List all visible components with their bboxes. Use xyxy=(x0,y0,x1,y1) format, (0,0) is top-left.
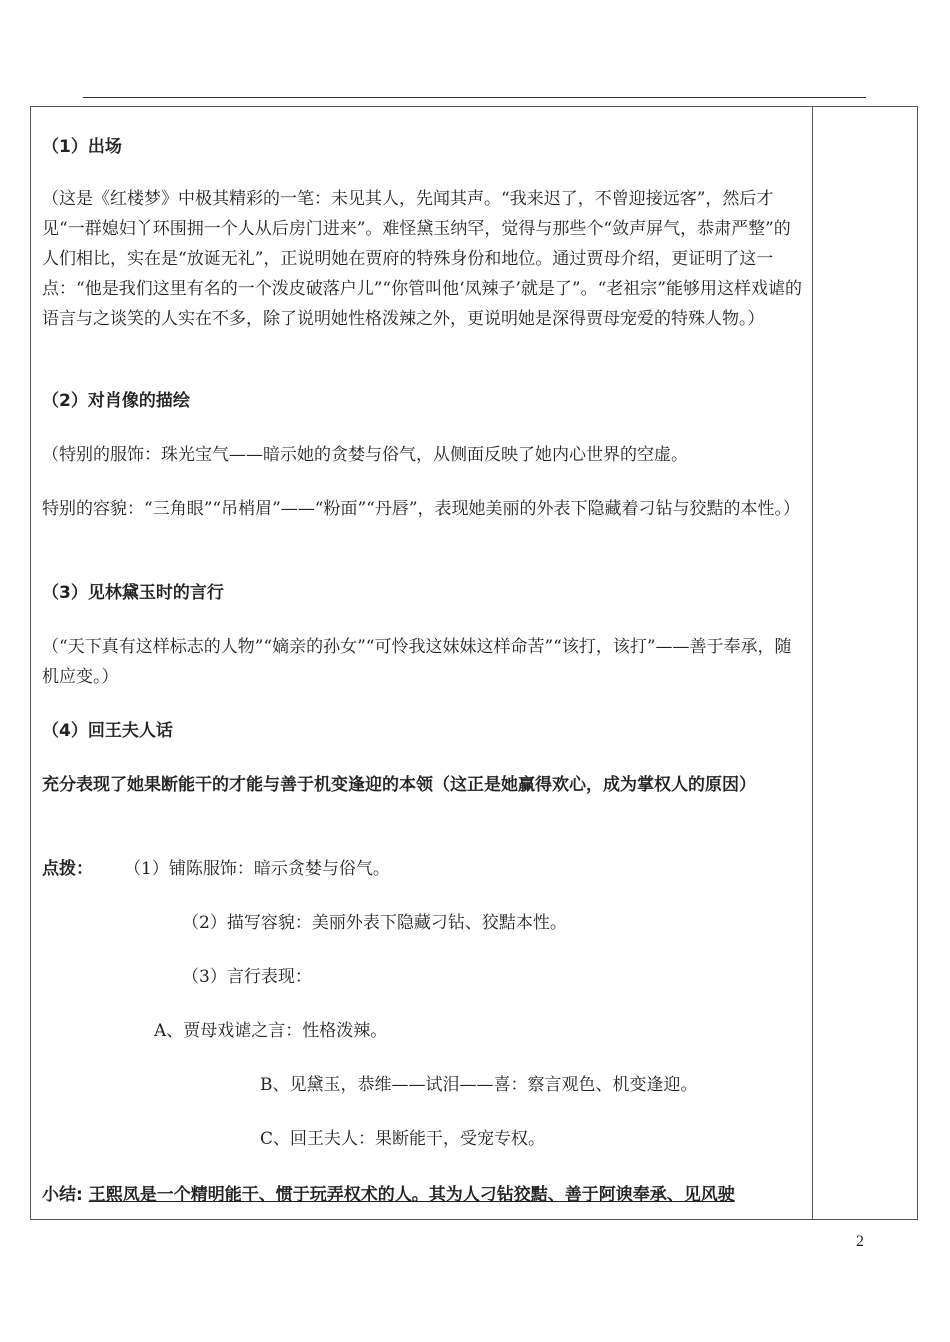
tip-item-2: （2）描写容貌：美丽外表下隐藏刁钻、狡黠本性。 xyxy=(182,913,567,933)
section-1-body: （这是《红楼梦》中极其精彩的一笔：未见其人，先闻其声。“我来迟了，不曾迎接远客”，然后才见“一群媳妇丫环围拥一个人从后房门进来”。难怪黛玉纳罕，觉得与那些个“敛声屏气，恭肃严整”的人们相比，实在是“放诞无礼”，正说明她在贾府的特殊身份和地位。通过贾母介绍，更证明了这一点：“他是我们这里有名的一个泼皮破落户儿”“你管叫他‘凤辣子’就是了”。“老祖宗”能够用这样戏谑的语言与之谈笑的人实在不多，除了说明她性格泼辣之外，更说明她是深得贾母宠爱的特殊人物。） xyxy=(42,189,802,329)
tip-item-1: （1）铺陈服饰：暗示贪婪与俗气。 xyxy=(124,859,390,879)
section-3-title: （3）见林黛玉时的言行 xyxy=(42,583,224,603)
section-2-body-clothing: （特别的服饰：珠光宝气——暗示她的贪婪与俗气，从侧面反映了她内心世界的空虚。 xyxy=(42,445,688,465)
summary-text: 王熙凤是一个精明能干、惯于玩弄权术的人。其为人刁钻狡黠、善于阿谀奉承、见风驶 xyxy=(88,1185,735,1205)
tip-item-a: A、贾母戏谑之言：性格泼辣。 xyxy=(154,1021,388,1041)
section-3-body: （“天下真有这样标志的人物”“嫡亲的孙女”“可怜我这妹妹这样命苦”“该打，该打”——善于奉承，随机应变。） xyxy=(42,637,792,687)
tip-label: 点拨： xyxy=(42,859,93,879)
tip-item-3: （3）言行表现： xyxy=(182,967,312,987)
tip-item-b: B、见黛玉，恭维——试泪——喜：察言观色、机变逢迎。 xyxy=(260,1075,698,1095)
section-4-title: （4）回王夫人话 xyxy=(42,721,173,741)
section-2-body-appearance: 特别的容貌：“三角眼”“吊梢眉”——“粉面”“丹唇”，表现她美丽的外表下隐藏着刁钻与狡黠的本性。） xyxy=(42,499,801,519)
tip-item-c: C、回王夫人：果断能干，受宠专权。 xyxy=(260,1129,546,1149)
section-2-title: （2）对肖像的描绘 xyxy=(42,391,190,411)
section-4-body: 充分表现了她果断能干的才能与善于机变逢迎的本领（这正是她赢得欢心，成为掌权人的原因） xyxy=(42,775,756,795)
summary-label: 小结: xyxy=(42,1185,83,1205)
header-rule xyxy=(83,97,866,98)
tip-row xyxy=(42,854,804,884)
table-column-divider xyxy=(812,106,813,1220)
page-number: 2 xyxy=(856,1233,864,1250)
section-1-title: （1）出场 xyxy=(42,137,122,157)
summary-row xyxy=(42,1180,822,1210)
